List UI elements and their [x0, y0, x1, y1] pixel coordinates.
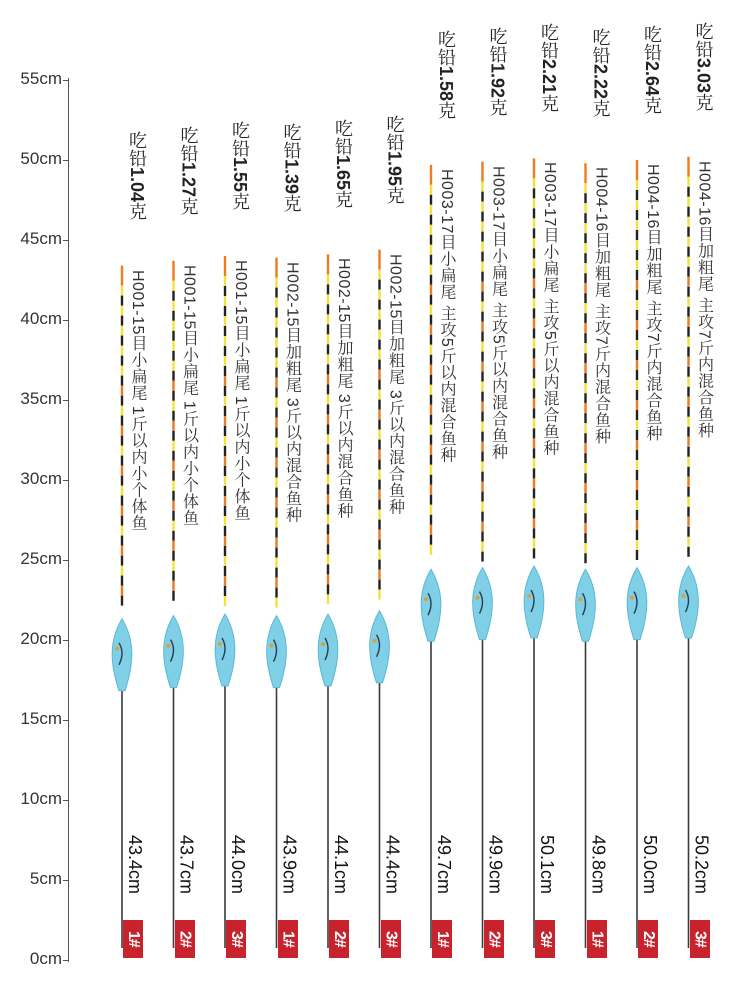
float-model: H002-15目加粗尾: [283, 261, 301, 393]
ruler-tick-label: 20cm: [20, 629, 62, 648]
float-target-fish: 1斤以内小个体鱼: [129, 405, 146, 531]
weight-value: 1.65: [333, 155, 353, 191]
weight-unit: 克: [281, 193, 302, 212]
float-length: 50.0cm: [640, 835, 660, 895]
float-length: 44.1cm: [331, 835, 351, 895]
float-target-fish: 3斤以内混合鱼种: [283, 397, 301, 523]
float-model: H003-17目小扁尾: [489, 165, 507, 297]
weight-unit: 克: [693, 92, 714, 111]
float-length: 43.7cm: [176, 835, 197, 895]
float-weight: [588, 28, 614, 117]
ruler-tick-label: 45cm: [20, 229, 62, 248]
float-model: H001-15目小扁尾: [129, 269, 146, 401]
weight-prefix: 吃铅: [384, 114, 405, 151]
float-weight: [536, 23, 562, 112]
ruler-tick-label: 10cm: [20, 789, 62, 808]
float-body-dot: [115, 647, 119, 651]
weight-prefix: 吃铅: [693, 21, 714, 58]
float-length: 44.0cm: [228, 835, 248, 895]
float-size-badge: 2#: [329, 920, 349, 958]
float-body-dot: [270, 644, 274, 648]
weight-prefix: 吃铅: [539, 23, 559, 60]
weight-value: 1.95: [384, 150, 405, 186]
weight-prefix: 吃铅: [642, 25, 662, 61]
float-model: H001-15目小扁尾: [232, 260, 249, 391]
float-weight: [330, 119, 356, 208]
weight-value: 1.39: [281, 158, 302, 194]
float-description: [229, 260, 252, 521]
weight-value: 2.22: [590, 64, 611, 100]
ruler-tick-label: 25cm: [20, 549, 62, 568]
weight-unit: 克: [127, 201, 147, 220]
float-weight: [639, 25, 665, 114]
ruler-tick-label: 30cm: [20, 469, 62, 488]
float-model: H003-17目小扁尾: [541, 162, 558, 294]
float-length: 50.1cm: [537, 835, 557, 895]
weight-value: 1.27: [178, 161, 199, 197]
weight-value: 3.03: [693, 57, 714, 93]
float-weight: [279, 123, 305, 212]
float-description: [384, 254, 407, 515]
float-weight: [176, 126, 202, 215]
float-size-badge: 2#: [484, 920, 504, 958]
float-description: [126, 270, 149, 531]
float-target-fish: 主攻5斤以内混合鱼种: [438, 304, 455, 463]
weight-prefix: 吃铅: [281, 122, 302, 159]
float-description: [538, 162, 561, 456]
float-weight: [485, 27, 511, 116]
float-body-dot: [218, 642, 222, 646]
weight-prefix: 吃铅: [436, 29, 456, 66]
float-body-dot: [476, 596, 480, 600]
float-size-badge: 1#: [587, 920, 607, 958]
weight-prefix: 吃铅: [487, 26, 508, 63]
float-description: [487, 166, 510, 460]
weight-prefix: 吃铅: [127, 130, 147, 167]
weight-prefix: 吃铅: [333, 119, 353, 156]
ruler-tick-label: 15cm: [20, 709, 62, 728]
float-target-fish: 主攻7斤内混合鱼种: [644, 299, 661, 442]
float-body-dot: [527, 594, 531, 598]
float-body-dot: [321, 642, 325, 646]
float-model: H003-17目小扁尾: [438, 168, 455, 300]
float-model: H004-16目加粗尾: [592, 167, 610, 299]
float-target-fish: 主攻5斤以内混合鱼种: [541, 298, 558, 457]
float-model: H004-16目加粗尾: [695, 160, 713, 292]
float-target-fish: 主攻7斤内混合鱼种: [695, 296, 713, 439]
float-length: 49.7cm: [434, 835, 454, 895]
float-length: 44.4cm: [382, 835, 403, 895]
weight-prefix: 吃铅: [590, 28, 611, 65]
float-body-dot: [373, 639, 377, 643]
float-size-badge: 3#: [381, 920, 401, 958]
float-length: 49.9cm: [485, 835, 506, 895]
float-description: [332, 258, 355, 519]
float-size-badge: 3#: [690, 920, 710, 958]
float-body-dot: [630, 596, 634, 600]
weight-value: 1.04: [127, 166, 147, 202]
float-model: H004-16目加粗尾: [644, 164, 661, 295]
float-weight: [382, 115, 408, 204]
ruler-tick-label: 0cm: [29, 949, 62, 968]
float-description: [693, 161, 716, 438]
float-target-fish: 3斤以内混合鱼种: [335, 394, 352, 520]
float-target-fish: 1斤以内小个体鱼: [180, 400, 198, 526]
float-description: [281, 262, 304, 523]
weight-unit: 克: [384, 185, 405, 204]
float-length: 50.2cm: [691, 835, 712, 895]
float-target-fish: 主攻5斤以内混合鱼种: [489, 301, 507, 460]
weight-unit: 克: [178, 196, 199, 215]
float-model: H002-15目加粗尾: [386, 253, 404, 385]
weight-unit: 克: [590, 99, 611, 118]
float-length: 49.8cm: [588, 835, 609, 895]
weight-prefix: 吃铅: [178, 125, 199, 162]
float-description: [590, 167, 613, 444]
float-size-badge: 2#: [638, 920, 658, 958]
float-size-badge: 1#: [432, 920, 452, 958]
float-model: H001-15目小扁尾: [180, 264, 198, 396]
float-target-fish: 主攻7斤内混合鱼种: [592, 303, 610, 445]
weight-unit: 克: [333, 190, 353, 209]
weight-unit: 克: [230, 192, 250, 211]
ruler-tick-label: 5cm: [29, 869, 62, 888]
float-weight: [691, 22, 717, 111]
float-length: 43.9cm: [279, 835, 300, 895]
float-size-badge: 1#: [278, 920, 298, 958]
float-body-dot: [682, 594, 686, 598]
weight-unit: 克: [436, 100, 456, 119]
float-body-dot: [167, 644, 171, 648]
float-size-badge: 1#: [123, 920, 143, 958]
weight-value: 2.64: [642, 61, 662, 97]
weight-value: 2.21: [539, 59, 559, 95]
float-length: 43.4cm: [125, 835, 145, 895]
float-target-fish: 3斤以内混合鱼种: [386, 389, 404, 515]
ruler-tick-label: 40cm: [20, 309, 62, 328]
float-size-badge: 2#: [175, 920, 195, 958]
float-description: [435, 169, 458, 463]
float-size-badge: 3#: [226, 920, 246, 958]
float-body-dot: [424, 597, 428, 601]
weight-unit: 克: [487, 97, 508, 116]
float-model: H002-15目加粗尾: [335, 258, 352, 390]
ruler-tick-label: 35cm: [20, 389, 62, 408]
float-weight: [433, 30, 459, 119]
weight-unit: 克: [642, 96, 662, 115]
ruler-tick-label: 55cm: [20, 69, 62, 88]
float-body-dot: [579, 597, 583, 601]
float-size-badge: 3#: [535, 920, 555, 958]
float-description: [178, 265, 201, 526]
float-description: [641, 164, 664, 441]
weight-value: 1.92: [487, 62, 508, 98]
weight-prefix: 吃铅: [230, 121, 250, 157]
float-weight: [227, 121, 253, 210]
ruler-tick-label: 50cm: [20, 149, 62, 168]
float-target-fish: 1斤以内小个体鱼: [232, 395, 249, 521]
weight-value: 1.55: [230, 157, 250, 193]
weight-value: 1.58: [436, 65, 456, 101]
weight-unit: 克: [539, 94, 559, 113]
float-weight: [124, 131, 150, 220]
